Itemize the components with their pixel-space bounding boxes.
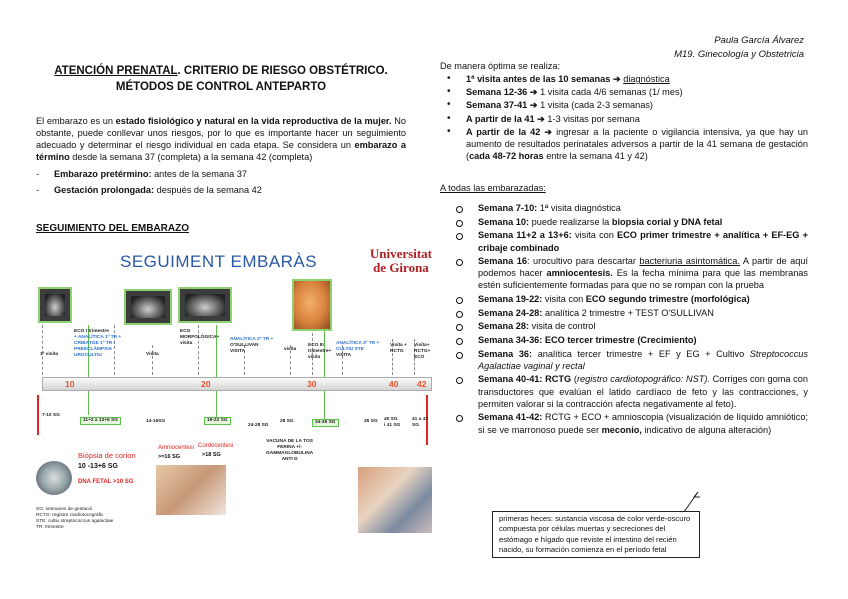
week-marker: 10 (65, 379, 75, 389)
text-bold: meconio, (601, 424, 642, 435)
schedule-intro: De manera óptima se realiza: (440, 61, 561, 71)
text-bold: Embarazo pretérmino: (54, 168, 152, 179)
timeline-label (414, 343, 430, 361)
week-marker: 20 (201, 379, 211, 389)
text: analítica tercer trimestre + EF y EG + Cultivo (532, 348, 750, 359)
text: RCTG + ECO + amnioscopia (visualización de líquido amniótico; si se ve marronoso puede ser (478, 412, 808, 435)
text-bold: A partir de la 41 (466, 113, 535, 124)
cordocentesis-weeks: >18 SG (202, 452, 221, 458)
text-bold: Semana 41-42: (478, 412, 543, 423)
text: RCTG+ (414, 348, 431, 354)
week-label: 14-16SG (146, 419, 166, 424)
text: ANALÍTICA 3º TR + (336, 341, 380, 346)
list-item (440, 320, 808, 332)
text-bold: Gestación prolongada: (54, 184, 155, 195)
section-title: SEGUIMIENTO DEL EMBARAZO (36, 223, 189, 234)
week-marker: 40 (389, 379, 399, 389)
text-bold: amniocentesis. (546, 268, 613, 279)
ctg-monitoring-photo (358, 467, 432, 533)
text: ECO III (308, 343, 324, 348)
ultrasound-image (178, 287, 232, 323)
text-bold: Semana 28: (478, 321, 530, 332)
week-label: 19-22 SG (204, 417, 231, 425)
text: VISITA (230, 348, 246, 354)
text: ECO (414, 354, 425, 360)
ultrasound-image (38, 287, 72, 323)
text: bacteriuria asintomática. (639, 256, 740, 267)
text: PREECLÀMPSIA (74, 346, 113, 352)
text-bold: Semana 36: (478, 348, 533, 359)
text-bold: Semana 10: (478, 216, 530, 227)
text: i 41 SG (384, 422, 401, 428)
list-item: • 1ª visita antes de las 10 semanas ➔ diagnóstica (440, 73, 808, 85)
text: indicativo de alguna alteración) (641, 424, 772, 435)
text: UROCULTIU (74, 352, 102, 358)
list-item (440, 293, 808, 305)
fetus-3d-image (292, 279, 332, 331)
list-item (440, 255, 808, 291)
list-item: • A partir de la 41 ➔ 1-3 visitas por semana (440, 113, 808, 125)
vaccine-label (266, 439, 313, 463)
text-bold: Semana 11+2 a 13+6: (478, 230, 572, 241)
timeline-label (180, 329, 219, 347)
text: 1-3 visitas por semana (547, 113, 640, 124)
text: ingresar a la paciente o vigilancia intensiva, ya que hay un aumento de resultados perinatales adversos a partir de la 41 semana de gestación ( (466, 126, 808, 161)
amniocentesis-weeks: >=16 SG (158, 454, 181, 460)
week-label: 34-36 SG (312, 419, 339, 427)
intro-paragraph (36, 115, 406, 164)
text: CULTIU STE (336, 346, 364, 352)
text-bold: Semana 16 (478, 256, 527, 267)
list-item (440, 373, 808, 409)
timeline-bar (42, 377, 432, 391)
author-block (674, 34, 804, 62)
text: GAMMAGLOBULINA (266, 450, 314, 456)
list-item (36, 184, 406, 196)
text: 41 a 42 (412, 417, 429, 422)
text: CRIBATGE 1º TR I (74, 340, 115, 346)
text: después de la semana 42 (154, 184, 262, 195)
amniocentesis-label: Amniocentesi (158, 445, 195, 451)
text: diagnóstica (623, 74, 670, 85)
text: antes de la semana 37 (151, 168, 248, 179)
timeline-label (336, 341, 379, 359)
week-marker: 30 (307, 379, 317, 389)
text-bold: embarazo a término (36, 140, 406, 163)
list-item (440, 348, 808, 372)
text-bold: 1ª visita antes de las 10 semanas (466, 74, 611, 85)
text: visita con (542, 294, 586, 305)
logo-line: Universitat (369, 246, 432, 261)
text: 1 visita cada 4/6 semanas (1/ mes) (540, 87, 683, 98)
text: visita (308, 354, 321, 360)
text: entre la semana 41 y 42) (543, 150, 648, 161)
biopsy-label: Biòpsia de corion (78, 451, 136, 460)
text: desde la semana 37 (completa) a la semana 42 (completa) (69, 152, 313, 163)
text: RCTG: registre cardiotocogràfic (36, 512, 104, 518)
timeline-label (308, 343, 331, 361)
timeline-label: visita (284, 347, 297, 352)
text-bold: ECO primer trimestre + analítica + EF-EG + cribaje combinado (478, 230, 808, 253)
list-item: • Semana 37-41 ➔ 1 visita (cada 2-3 semanas) (440, 99, 808, 111)
list-item (440, 307, 808, 319)
timeline-label (230, 337, 273, 355)
text: SG: setmanes de gestació (36, 507, 93, 512)
text: Visita+ (414, 343, 430, 348)
text: ANTI D (281, 456, 298, 462)
text: TR: trimestre (36, 524, 64, 530)
university-logo (370, 247, 432, 274)
list-item (36, 168, 406, 180)
text-bold: Semana 12-36 (466, 87, 528, 98)
title-part2: . CRITERIO DE RIESGO OBSTÉTRICO. (177, 65, 388, 77)
figure-title: SEGUIMENT EMBARÀS (120, 252, 318, 271)
week-label (384, 417, 400, 429)
text: visita con (571, 230, 618, 241)
list-item: • A partir de la 42 ➔ ingresar a la paciente o vigilancia intensiva, ya que hay un aumento de resultados perinatales adversos a partir de la 41 semana de gestación (cada 48-72 horas entre la semana 41 y 42) (440, 126, 808, 162)
text: ANALÍTICA 2º TR + (230, 337, 274, 342)
text: STE: cultiu streptococcus agalactiae (36, 518, 114, 524)
text: FERINA +/- (277, 444, 302, 450)
timeline-label: Visita (146, 352, 159, 357)
cordocentesis-label: Cordocentesi (198, 443, 234, 449)
amniocentesis-photo (156, 465, 226, 515)
text: ( (571, 374, 577, 385)
text: O'SULLIVAN (230, 342, 259, 348)
list-item (440, 202, 808, 214)
text-bold: Semana 37-41 (466, 100, 528, 111)
week-label: 28 SG (280, 419, 294, 424)
text: ECO (180, 329, 191, 334)
text-italic: registro cardiotopográfico: NST). (576, 374, 710, 385)
text-bold: ECO segundo trimestre (morfológica) (585, 294, 750, 305)
list-item: • Semana 12-36 ➔ 1 visita cada 4/6 semanas (1/ mes) (440, 86, 808, 98)
text: puede realizarse la (529, 216, 612, 227)
list-item (440, 216, 808, 228)
biopsy-weeks: 10 -13+6 SG (78, 463, 118, 470)
list-item (440, 229, 808, 253)
meconium-note: primeras heces: sustancia viscosa de color verde-oscuro compuesta por células muertas y secreciones del estómago e hígado que reviste el intestino del recién nacido, su formación comienza en el período fetal (492, 511, 700, 558)
text: VISITA (336, 352, 352, 358)
list-title: A todas las embarazadas: (440, 183, 546, 193)
timeline-label: 1ª visita (40, 352, 59, 357)
week-label (412, 417, 428, 429)
text: Visita + (390, 343, 407, 348)
week-label: 36 SG (364, 419, 378, 424)
text-bold: biopsia corial y DNA fetal (611, 216, 723, 227)
week-marker: 42 (417, 379, 427, 389)
list-item (440, 334, 808, 346)
text: 1ª visita diagnóstica (537, 203, 621, 214)
text-italic: Streptococcus Agalactiae vaginal y rectal (478, 348, 808, 371)
text-bold: Semana 24-28: (478, 307, 543, 318)
text: Es la fecha mínima para que las membranas estén suficientemente formadas para que no se rompan con la prueba (478, 268, 809, 291)
text: + ANALÍTICA 1º TR + (74, 334, 122, 340)
text: ECO I trimestre (74, 329, 109, 334)
week-label: 11+2 a 13+6 SG (80, 417, 121, 425)
text-bold: A partir de la 42 (466, 126, 541, 137)
timeline-label (74, 329, 121, 359)
text: 1 visita (cada 2-3 semanas) (540, 100, 653, 111)
text: 40 SG (384, 417, 398, 422)
week-label: 7-10 SG (42, 413, 60, 418)
figure-legend (36, 507, 113, 531)
fetal-dna-label: DNA FETAL >10 SG (78, 479, 134, 485)
text: VACUNA DE LA TOS (266, 439, 313, 444)
text: trimestre+ (308, 348, 332, 354)
text-bold: Semana 34-36: ECO tercer trimestre (Crecimiento) (478, 335, 697, 346)
week-label: 24-28 SG (248, 423, 269, 428)
intro-text (36, 115, 406, 196)
text: RCTG (390, 348, 404, 354)
text: No obstante, puede conllevar unos riesgos, por lo que es importante hacer un seguimiento adecuado y determinar el riesgo individual en cada etapa. Se considera un (36, 116, 406, 151)
visit-schedule (440, 60, 808, 162)
title-part1: ATENCIÓN PRENATAL (54, 65, 178, 77)
course-name: M19. Ginecología y Obstetricia (674, 48, 804, 60)
text: SG (412, 422, 419, 428)
text-bold: Semana 7-10: (478, 203, 538, 214)
text: analítica 2 trimestre + TEST O'SULLIVAN (542, 307, 714, 318)
ultrasound-image (124, 289, 172, 325)
text: : urocultivo para descartar (526, 256, 640, 267)
text-bold: estado fisiológico y natural en la vida reproductiva de la mujer. (115, 116, 392, 126)
text-bold: Semana 40-41: RCTG (478, 374, 572, 385)
author-name: Paula García Álvarez (714, 35, 804, 46)
text-bold: Semana 19-22: (478, 294, 543, 305)
text: El embarazo es un (36, 116, 116, 126)
text: MORFOLÒGICA+ (180, 334, 220, 340)
text: A partir de aquí podemos hacer (478, 256, 808, 279)
text: Corriges con goma con transductores que evalúan el latido cardíaco de feto y las contracciones, y permiten valorar si la contracción afecta negativamente al feto). (478, 374, 808, 409)
timeline-label (390, 343, 407, 355)
logo-line: de Girona (373, 259, 429, 275)
title-line2: MÉTODOS DE CONTROL ANTEPARTO (115, 80, 327, 93)
text-bold: cada 48-72 horas (469, 150, 544, 161)
pregnancy-timeline-figure (34, 245, 442, 541)
list-item (440, 411, 808, 435)
page-title (36, 64, 406, 95)
petri-dish-photo (36, 461, 72, 495)
all-pregnancies-list (440, 182, 808, 436)
text: visita de control (529, 321, 596, 332)
text: visita (180, 340, 193, 346)
